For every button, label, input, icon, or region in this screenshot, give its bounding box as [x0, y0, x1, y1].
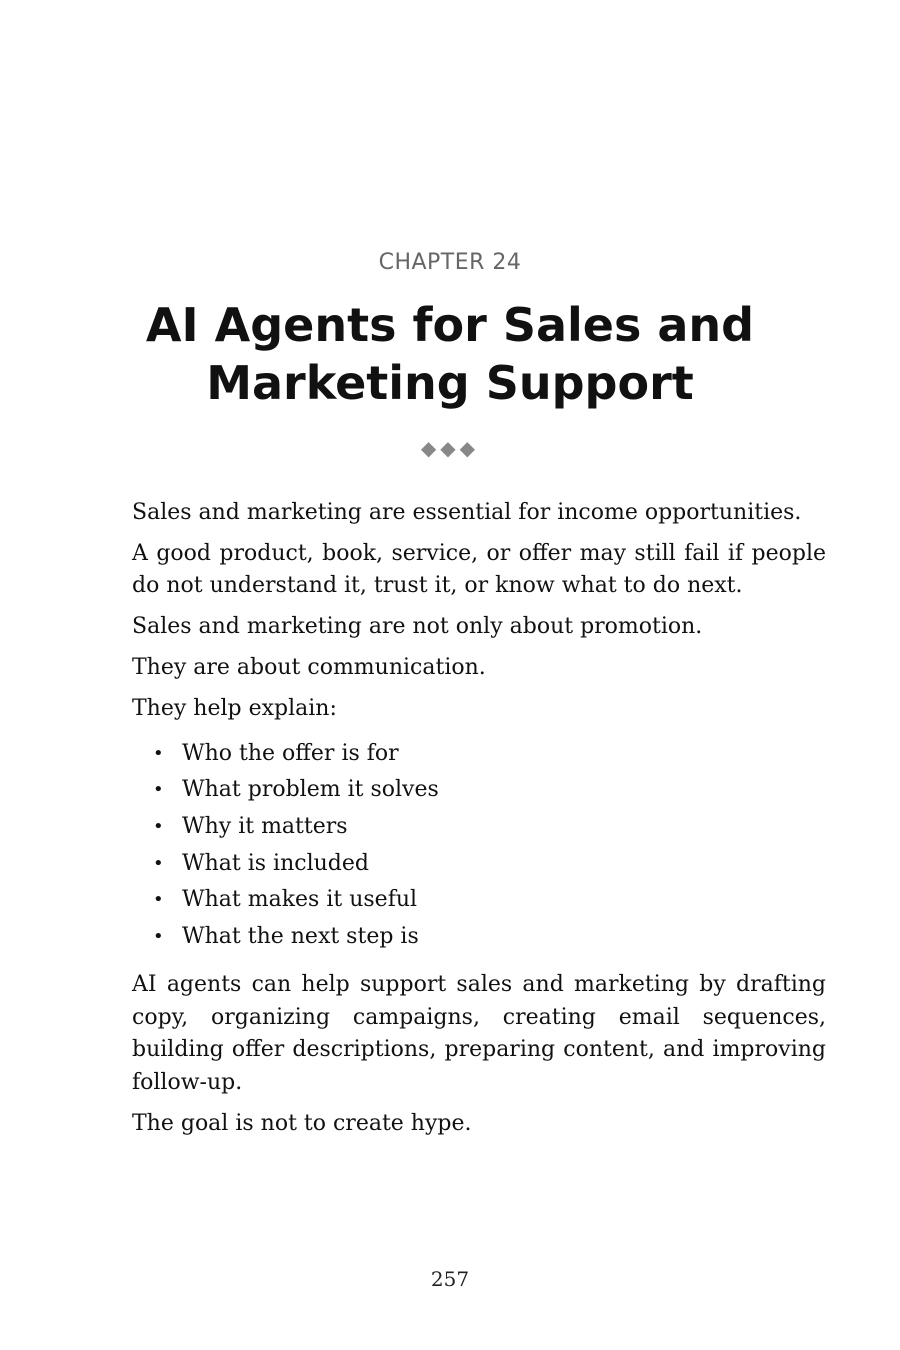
- chapter-body: [132, 497, 826, 1149]
- paragraph: AI agents can help support sales and marketing by drafting copy, organizing campaigns, creating email sequences, building offer descriptions, preparing content, and improving follow-up.: [132, 972, 826, 1095]
- bullet-icon: •: [153, 925, 164, 947]
- list-item: [132, 919, 826, 956]
- chapter-title: AI Agents for Sales and Marketing Support: [145, 298, 755, 410]
- paragraph: A good product, book, service, or offer may still fail if people do not understand it, trust it, or know what to do next.: [132, 541, 826, 599]
- list-item: [132, 736, 826, 773]
- bullet-icon: •: [153, 779, 164, 801]
- chapter-number: CHAPTER 24: [378, 250, 522, 275]
- list-item-text: What makes it useful: [182, 887, 418, 913]
- list-item: [132, 772, 826, 809]
- page-number: 257: [430, 1267, 470, 1291]
- bullet-list: [132, 736, 826, 956]
- bullet-icon: •: [153, 889, 164, 911]
- list-item: [132, 809, 826, 846]
- list-item: [132, 882, 826, 919]
- list-item-text: Why it matters: [182, 814, 348, 839]
- list-item-text: What problem it solves: [182, 777, 439, 803]
- bullet-icon: •: [153, 852, 164, 874]
- paragraph: They help explain:: [132, 696, 337, 722]
- diamond-ornament-icon: ◆◆◆: [420, 436, 480, 460]
- list-item-text: Who the offer is for: [182, 740, 399, 766]
- bullet-icon: •: [153, 816, 164, 837]
- paragraph: The goal is not to create hype.: [132, 1110, 472, 1136]
- paragraph: Sales and marketing are not only about promotion.: [132, 614, 703, 640]
- bullet-icon: •: [153, 742, 164, 764]
- list-item: [132, 846, 826, 883]
- paragraph: Sales and marketing are essential for income opportunities.: [132, 500, 802, 525]
- list-item-text: What the next step is: [182, 923, 419, 949]
- paragraph: They are about communication.: [132, 655, 486, 681]
- list-item-text: What is included: [182, 850, 369, 876]
